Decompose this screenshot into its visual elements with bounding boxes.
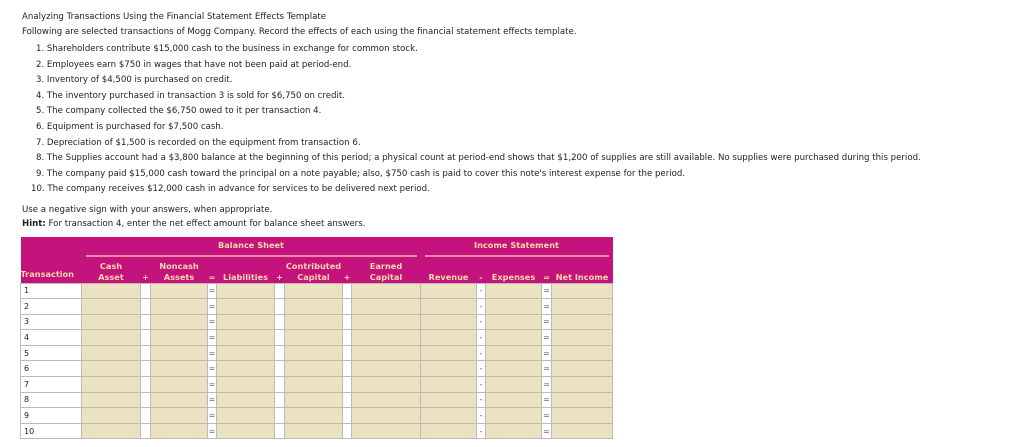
operator: = xyxy=(208,345,217,361)
header-net-income: Net Income xyxy=(552,259,613,283)
expenses-input[interactable] xyxy=(486,283,542,299)
contributed-capital-input[interactable] xyxy=(285,283,343,299)
operator: = xyxy=(208,314,217,330)
operator: = xyxy=(542,392,552,408)
expenses-input[interactable] xyxy=(486,377,542,393)
noncash-assets-input[interactable] xyxy=(151,377,208,393)
operator: = xyxy=(542,299,552,315)
expenses-input[interactable] xyxy=(486,392,542,408)
operator: = xyxy=(542,377,552,393)
liabilities-input[interactable] xyxy=(217,314,275,330)
cash-asset-input[interactable] xyxy=(82,345,141,361)
operator xyxy=(275,314,285,330)
operator: = xyxy=(542,423,552,439)
operator: = xyxy=(208,361,217,377)
transaction-item: 6. Equipment is purchased for $7,500 cash. xyxy=(36,121,224,132)
cash-asset-input[interactable] xyxy=(82,423,141,439)
header-cash-asset: Cash Asset xyxy=(82,259,141,283)
cash-asset-input[interactable] xyxy=(82,314,141,330)
operator xyxy=(343,345,352,361)
hint-label: Hint: xyxy=(22,219,46,229)
liabilities-input[interactable] xyxy=(217,345,275,361)
table-row xyxy=(21,314,613,330)
operator xyxy=(343,408,352,424)
operator xyxy=(275,408,285,424)
operator xyxy=(141,345,151,361)
transaction-item: 2. Employees earn $750 in wages that have not been paid at period-end. xyxy=(36,59,352,70)
expenses-input[interactable] xyxy=(486,314,542,330)
operator xyxy=(343,330,352,346)
header-expenses: Expenses xyxy=(486,259,542,283)
transaction-item: 4. The inventory purchased in transaction 3 is sold for $6,750 on credit. xyxy=(36,90,345,101)
earned-capital-input[interactable] xyxy=(352,377,421,393)
operator: - xyxy=(477,283,486,299)
noncash-assets-input[interactable] xyxy=(151,345,208,361)
transaction-number: 4 xyxy=(21,330,82,346)
operator xyxy=(141,423,151,439)
table-row xyxy=(21,345,613,361)
operator xyxy=(275,345,285,361)
header-liabilities: Liabilities xyxy=(217,259,275,283)
revenue-input[interactable] xyxy=(421,314,477,330)
op-plus: + xyxy=(275,259,285,283)
table-row xyxy=(21,392,613,408)
operator xyxy=(343,392,352,408)
transaction-number: 7 xyxy=(21,377,82,393)
operator: = xyxy=(208,377,217,393)
earned-capital-input[interactable] xyxy=(352,330,421,346)
hint-body: For transaction 4, enter the net effect amount for balance sheet answers. xyxy=(45,219,366,229)
operator xyxy=(343,377,352,393)
operator xyxy=(141,392,151,408)
op-plus: + xyxy=(343,259,352,283)
net-income-input[interactable] xyxy=(552,283,613,299)
table-row xyxy=(21,377,613,393)
operator xyxy=(141,361,151,377)
revenue-input[interactable] xyxy=(421,408,477,424)
table-row xyxy=(21,299,613,315)
net-income-input[interactable] xyxy=(552,299,613,315)
operator: - xyxy=(477,377,486,393)
transaction-number: 10 xyxy=(21,423,82,439)
operator: = xyxy=(208,283,217,299)
transaction-number: 6 xyxy=(21,361,82,377)
contributed-capital-input[interactable] xyxy=(285,377,343,393)
liabilities-input[interactable] xyxy=(217,361,275,377)
transaction-item: 3. Inventory of $4,500 is purchased on credit. xyxy=(36,75,233,86)
net-income-input[interactable] xyxy=(552,361,613,377)
effects-template-table xyxy=(20,237,613,439)
earned-capital-input[interactable] xyxy=(352,408,421,424)
earned-capital-input[interactable] xyxy=(352,314,421,330)
contributed-capital-input[interactable] xyxy=(285,314,343,330)
page-title: Analyzing Transactions Using the Financial Statement Effects Template xyxy=(22,12,327,22)
noncash-assets-input[interactable] xyxy=(151,392,208,408)
expenses-input[interactable] xyxy=(486,361,542,377)
operator: = xyxy=(542,408,552,424)
transaction-number: 3 xyxy=(21,314,82,330)
operator: - xyxy=(477,408,486,424)
noncash-assets-input[interactable] xyxy=(151,283,208,299)
operator xyxy=(141,408,151,424)
liabilities-input[interactable] xyxy=(217,330,275,346)
table-row xyxy=(21,330,613,346)
transaction-number: 1 xyxy=(21,283,82,299)
header-noncash-assets: Noncash Assets xyxy=(151,259,208,283)
instruction-text: Use a negative sign with your answers, when appropriate. xyxy=(22,205,273,215)
liabilities-input[interactable] xyxy=(217,392,275,408)
header-contributed-capital: Contributed Capital xyxy=(285,260,342,282)
operator: - xyxy=(477,423,486,439)
transaction-list xyxy=(22,42,921,198)
revenue-input[interactable] xyxy=(421,283,477,299)
table-row xyxy=(21,408,613,424)
operator xyxy=(275,361,285,377)
operator xyxy=(275,377,285,393)
net-income-input[interactable] xyxy=(552,377,613,393)
operator: = xyxy=(542,283,552,299)
earned-capital-input[interactable] xyxy=(352,283,421,299)
cash-asset-input[interactable] xyxy=(82,299,141,315)
revenue-input[interactable] xyxy=(421,423,477,439)
operator xyxy=(343,299,352,315)
operator xyxy=(141,299,151,315)
contributed-capital-input[interactable] xyxy=(285,361,343,377)
noncash-assets-input[interactable] xyxy=(151,361,208,377)
operator xyxy=(343,361,352,377)
revenue-input[interactable] xyxy=(421,361,477,377)
operator xyxy=(343,283,352,299)
revenue-input[interactable] xyxy=(421,330,477,346)
operator: = xyxy=(542,330,552,346)
operator: = xyxy=(208,330,217,346)
earned-capital-input[interactable] xyxy=(352,299,421,315)
operator xyxy=(275,423,285,439)
op-minus: - xyxy=(477,259,486,283)
noncash-assets-input[interactable] xyxy=(151,330,208,346)
revenue-input[interactable] xyxy=(421,345,477,361)
transaction-item: 5. The company collected the $6,750 owed to it per transaction 4. xyxy=(36,106,322,117)
header-transaction: Transaction xyxy=(21,259,82,283)
cash-asset-input[interactable] xyxy=(82,377,141,393)
cash-asset-input[interactable] xyxy=(82,330,141,346)
transaction-item: 7. Depreciation of $1,500 is recorded on the equipment from transaction 6. xyxy=(36,137,361,148)
transaction-number: 9 xyxy=(21,408,82,424)
cash-asset-input[interactable] xyxy=(82,361,141,377)
revenue-input[interactable] xyxy=(421,299,477,315)
net-income-input[interactable] xyxy=(552,423,613,439)
operator xyxy=(343,314,352,330)
contributed-capital-input[interactable] xyxy=(285,392,343,408)
header-revenue: Revenue xyxy=(421,259,477,283)
net-income-input[interactable] xyxy=(552,408,613,424)
transaction-number: 2 xyxy=(21,299,82,315)
operator xyxy=(275,392,285,408)
expenses-input[interactable] xyxy=(486,408,542,424)
noncash-assets-input[interactable] xyxy=(151,314,208,330)
contributed-capital-input[interactable] xyxy=(285,330,343,346)
noncash-assets-input[interactable] xyxy=(151,408,208,424)
hint-text xyxy=(22,219,365,229)
header-earned-capital: Earned Capital xyxy=(352,259,421,283)
operator xyxy=(141,314,151,330)
operator xyxy=(275,283,285,299)
operator: = xyxy=(542,345,552,361)
operator xyxy=(275,299,285,315)
expenses-input[interactable] xyxy=(486,299,542,315)
operator xyxy=(141,283,151,299)
contributed-capital-input[interactable] xyxy=(285,408,343,424)
operator xyxy=(275,330,285,346)
net-income-input[interactable] xyxy=(552,392,613,408)
op-equals: = xyxy=(208,259,217,283)
operator xyxy=(141,377,151,393)
net-income-input[interactable] xyxy=(552,330,613,346)
table-row xyxy=(21,283,613,299)
revenue-input[interactable] xyxy=(421,377,477,393)
operator: = xyxy=(208,423,217,439)
liabilities-input[interactable] xyxy=(217,423,275,439)
cash-asset-input[interactable] xyxy=(82,283,141,299)
op-equals: = xyxy=(542,259,552,283)
operator: = xyxy=(542,314,552,330)
expenses-input[interactable] xyxy=(486,345,542,361)
transaction-item: 10. The company receives $12,000 cash in advance for services to be delivered next period. xyxy=(31,184,430,195)
transaction-number: 8 xyxy=(21,392,82,408)
noncash-assets-input[interactable] xyxy=(151,423,208,439)
transaction-item: 1. Shareholders contribute $15,000 cash to the business in exchange for common stock. xyxy=(36,44,418,54)
liabilities-input[interactable] xyxy=(217,283,275,299)
liabilities-input[interactable] xyxy=(217,299,275,315)
table-row xyxy=(21,361,613,377)
balance-sheet-group: Balance Sheet xyxy=(82,237,421,253)
intro-text: Following are selected transactions of Mogg Company. Record the effects of each using the financial statement effects template. xyxy=(22,27,577,37)
income-statement-group: Income Statement xyxy=(421,237,613,253)
operator: = xyxy=(208,408,217,424)
liabilities-input[interactable] xyxy=(217,377,275,393)
contributed-capital-input[interactable] xyxy=(285,345,343,361)
operator xyxy=(141,330,151,346)
operator: - xyxy=(477,345,486,361)
operator: - xyxy=(477,299,486,315)
operator: - xyxy=(477,314,486,330)
transaction-number: 5 xyxy=(21,345,82,361)
operator: = xyxy=(208,299,217,315)
earned-capital-input[interactable] xyxy=(352,345,421,361)
operator: = xyxy=(208,392,217,408)
expenses-input[interactable] xyxy=(486,330,542,346)
earned-capital-input[interactable] xyxy=(352,361,421,377)
transaction-item: 9. The company paid $15,000 cash toward the principal on a note payable; also, $750 cash is paid to cover this note's interest expense for the period. xyxy=(36,168,686,179)
noncash-assets-input[interactable] xyxy=(151,299,208,315)
cash-asset-input[interactable] xyxy=(82,408,141,424)
operator: - xyxy=(477,392,486,408)
earned-capital-input[interactable] xyxy=(352,392,421,408)
operator: - xyxy=(477,361,486,377)
expenses-input[interactable] xyxy=(486,423,542,439)
earned-capital-input[interactable] xyxy=(352,423,421,439)
cash-asset-input[interactable] xyxy=(82,392,141,408)
operator: - xyxy=(477,330,486,346)
liabilities-input[interactable] xyxy=(217,408,275,424)
contributed-capital-input[interactable] xyxy=(285,299,343,315)
operator xyxy=(343,423,352,439)
revenue-input[interactable] xyxy=(421,392,477,408)
contributed-capital-input[interactable] xyxy=(285,423,343,439)
net-income-input[interactable] xyxy=(552,314,613,330)
operator: = xyxy=(542,361,552,377)
table-row xyxy=(21,423,613,439)
transaction-item: 8. The Supplies account had a $3,800 balance at the beginning of this period; a physical count at period-end shows that $1,200 of supplies are still available. No supplies were purchased during this period. xyxy=(36,153,921,164)
op-plus: + xyxy=(141,259,151,283)
net-income-input[interactable] xyxy=(552,345,613,361)
